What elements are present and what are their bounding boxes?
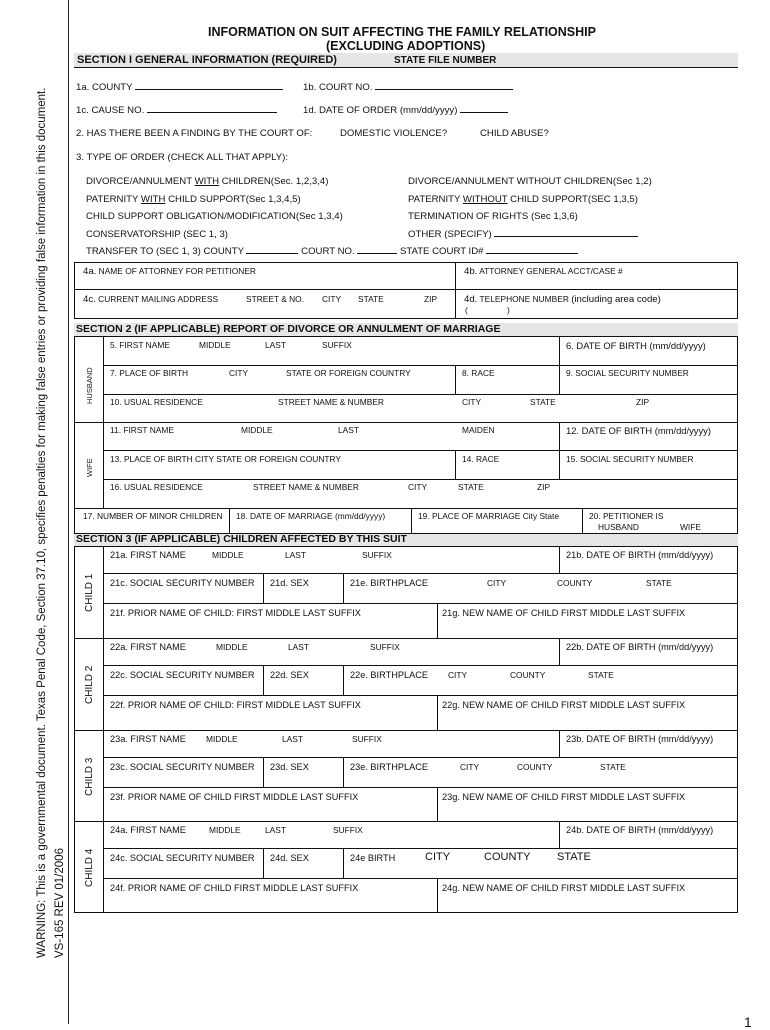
wife-birthplace-field[interactable]: 13. PLACE OF BIRTH CITY STATE OR FOREIGN COUNTRY [110,454,341,464]
child-2-birthplace-field[interactable]: 22e. BIRTHPLACE [350,670,428,680]
type-of-order-label: 3. TYPE OF ORDER (CHECK ALL THAT APPLY): [76,152,289,163]
telephone-field[interactable]: 4d. TELEPHONE NUMBER (including area code) [464,294,661,305]
child-1-birth-city-label: CITY [487,578,507,588]
child-2-ssn-field[interactable]: 22c. SOCIAL SECURITY NUMBER [110,670,255,680]
minor-children-field[interactable]: 17. NUMBER OF MINOR CHILDREN [83,511,223,521]
child-1-sex-field[interactable]: 21d. SEX [270,578,309,588]
husband-zip-label: ZIP [636,397,650,407]
wife-ssn-field[interactable]: 15. SOCIAL SECURITY NUMBER [566,454,694,464]
child-4-ssn-field[interactable]: 24c. SOCIAL SECURITY NUMBER [110,853,255,863]
child-3-birthplace-field[interactable]: 23e. BIRTHPLACE [350,762,428,772]
area-code-open: ( [465,305,468,315]
place-of-marriage-field[interactable]: 19. PLACE OF MARRIAGE City State [418,511,560,521]
husband-birth-city-label: CITY [229,368,249,378]
child-abuse-option[interactable]: CHILD ABUSE? [480,128,549,139]
child-2-last-label: LAST [288,642,309,652]
street-label: STREET & NO. [246,294,305,304]
child-1-first-name-field[interactable]: 21a. FIRST NAME [110,550,186,560]
child-4-birthplace-field[interactable]: 24e BIRTH [350,853,396,863]
husband-side-label: HUSBAND [85,367,94,404]
child-4-new-name-field[interactable]: 24g. NEW NAME OF CHILD FIRST MIDDLE LAST SUFFIX [442,883,686,893]
wife-middle-label: MIDDLE [241,425,273,435]
attorney-name-field[interactable]: 4a. NAME OF ATTORNEY FOR PETITIONER [83,266,256,277]
cause-no-field[interactable]: 1c. CAUSE NO. [76,105,277,116]
child-2-birth-city-label: CITY [448,670,468,680]
date-of-order-field[interactable]: 1d. DATE OF ORDER (mm/dd/yyyy) [303,105,508,116]
domestic-violence-option[interactable]: DOMESTIC VIOLENCE? [340,128,448,139]
child-3-ssn-field[interactable]: 23c. SOCIAL SECURITY NUMBER [110,762,255,772]
mailing-address-field[interactable]: 4c. CURRENT MAILING ADDRESS [83,294,219,305]
date-of-marriage-field[interactable]: 18. DATE OF MARRIAGE (mm/dd/yyyy) [236,511,386,521]
ag-case-field[interactable]: 4b. ATTORNEY GENERAL ACCT/CASE # [464,266,623,277]
husband-state-label: STATE [530,397,556,407]
child-1-ssn-field[interactable]: 21c. SOCIAL SECURITY NUMBER [110,578,255,588]
child-4-birth-county-label: COUNTY [484,851,531,863]
child-2-suffix-label: SUFFIX [370,642,400,652]
wife-side-label: WIFE [85,458,94,477]
petitioner-husband-option[interactable]: HUSBAND [598,522,639,532]
child-3-first-name-field[interactable]: 23a. FIRST NAME [110,734,186,744]
child-4-side-label: CHILD 4 [84,848,95,887]
wife-city-label: CITY [408,482,428,492]
option-paternity-without-support[interactable]: PATERNITY WITHOUT CHILD SUPPORT(SEC 1,3,5) [408,194,638,205]
option-paternity-with-support[interactable]: PATERNITY WITH CHILD SUPPORT(Sec 1,3,4,5) [86,194,301,205]
wife-dob-field[interactable]: 12. DATE OF BIRTH (mm/dd/yyyy) [566,425,711,436]
child-3-sex-field[interactable]: 23d. SEX [270,762,309,772]
wife-residence-field[interactable]: 16. USUAL RESIDENCE [110,482,203,492]
child-1-suffix-label: SUFFIX [362,550,392,560]
form-code: VS-165 REV 01/2006 [54,848,66,958]
child-2-middle-label: MIDDLE [216,642,248,652]
child-1-middle-label: MIDDLE [212,550,244,560]
child-3-birth-city-label: CITY [460,762,480,772]
husband-street-label: STREET NAME & NUMBER [278,397,384,407]
form-title: INFORMATION ON SUIT AFFECTING THE FAMILY RELATIONSHIP [208,25,596,39]
child-2-side-label: CHILD 2 [84,665,95,704]
child-2-dob-field[interactable]: 22b. DATE OF BIRTH (mm/dd/yyyy) [566,642,714,652]
husband-middle-label: MIDDLE [199,340,231,350]
child-4-last-label: LAST [265,825,286,835]
child-1-side-label: CHILD 1 [84,573,95,612]
court-no-field[interactable]: 1b. COURT NO. [303,82,513,93]
wife-street-label: STREET NAME & NUMBER [253,482,359,492]
city-label: CITY [322,294,342,304]
petitioner-is-label: 20. PETITIONER IS [589,511,664,521]
child-4-birth-state-label: STATE [557,851,591,863]
finding-question: 2. HAS THERE BEEN A FINDING BY THE COURT OF: [76,128,313,139]
child-1-birth-state-label: STATE [646,578,672,588]
county-field[interactable]: 1a. COUNTY [76,82,283,93]
wife-maiden-label: MAIDEN [462,425,495,435]
husband-first-name-field[interactable]: 5. FIRST NAME [110,340,170,350]
option-child-support[interactable]: CHILD SUPPORT OBLIGATION/MODIFICATION(Sec 1,3,4) [86,211,343,222]
child-1-last-label: LAST [285,550,306,560]
child-4-suffix-label: SUFFIX [333,825,363,835]
child-3-prior-name-field[interactable]: 23f. PRIOR NAME OF CHILD FIRST MIDDLE LAST SUFFIX [110,792,359,802]
option-conservatorship[interactable]: CONSERVATORSHIP (SEC 1, 3) [86,229,228,240]
page-number: 1 [744,1014,752,1030]
husband-dob-field[interactable]: 6. DATE OF BIRTH (mm/dd/yyyy) [566,340,706,351]
child-1-dob-field[interactable]: 21b. DATE OF BIRTH (mm/dd/yyyy) [566,550,714,560]
section1-heading: SECTION I GENERAL INFORMATION (REQUIRED) [77,54,337,66]
husband-last-label: LAST [265,340,286,350]
child-4-sex-field[interactable]: 24d. SEX [270,853,309,863]
child-1-new-name-field[interactable]: 21g. NEW NAME OF CHILD FIRST MIDDLE LAST SUFFIX [442,608,686,618]
option-other[interactable]: OTHER (SPECIFY) [408,229,638,240]
husband-city-label: CITY [462,397,482,407]
child-3-new-name-field[interactable]: 23g. NEW NAME OF CHILD FIRST MIDDLE LAST SUFFIX [442,792,686,802]
child-1-birth-county-label: COUNTY [557,578,593,588]
option-termination[interactable]: TERMINATION OF RIGHTS (Sec 1,3,6) [408,211,578,222]
form-subtitle: (EXCLUDING ADOPTIONS) [326,39,486,53]
child-4-prior-name-field[interactable]: 24f. PRIOR NAME OF CHILD FIRST MIDDLE LAST SUFFIX [110,883,359,893]
child-3-side-label: CHILD 3 [84,757,95,796]
option-divorce-without-children[interactable]: DIVORCE/ANNULMENT WITHOUT CHILDREN(Sec 1,2) [408,176,652,187]
child-2-first-name-field[interactable]: 22a. FIRST NAME [110,642,186,652]
wife-first-name-field[interactable]: 11. FIRST NAME [110,425,174,435]
child-3-birth-county-label: COUNTY [517,762,553,772]
child-2-birth-county-label: COUNTY [510,670,546,680]
wife-zip-label: ZIP [537,482,551,492]
child-2-prior-name-field[interactable]: 22f. PRIOR NAME OF CHILD: FIRST MIDDLE LAST SUFFIX [110,700,361,710]
option-divorce-with-children[interactable]: DIVORCE/ANNULMENT WITH CHILDREN(Sec. 1,2,3,4) [86,176,329,187]
child-3-dob-field[interactable]: 23b. DATE OF BIRTH (mm/dd/yyyy) [566,734,714,744]
petitioner-wife-option[interactable]: WIFE [680,522,701,532]
zip-label: ZIP [424,294,438,304]
wife-state-label: STATE [458,482,484,492]
child-4-first-name-field[interactable]: 24a. FIRST NAME [110,825,186,835]
husband-birthplace-field[interactable]: 7. PLACE OF BIRTH [110,368,189,378]
child-3-last-label: LAST [282,734,303,744]
child-1-prior-name-field[interactable]: 21f. PRIOR NAME OF CHILD: FIRST MIDDLE LAST SUFFIX [110,608,361,618]
section3-heading: SECTION 3 (IF APPLICABLE) CHILDREN AFFECTED BY THIS SUIT [76,533,407,545]
child-4-dob-field[interactable]: 24b. DATE OF BIRTH (mm/dd/yyyy) [566,825,714,835]
state-label: STATE [358,294,384,304]
wife-last-label: LAST [338,425,359,435]
section2-heading: SECTION 2 (IF APPLICABLE) REPORT OF DIVORCE OR ANNULMENT OF MARRIAGE [76,323,501,335]
husband-birth-state-label: STATE OR FOREIGN COUNTRY [286,368,411,378]
wife-race-field[interactable]: 14. RACE [462,454,500,464]
area-code-close: ) [507,305,510,315]
penal-warning: WARNING: This is a governmental document. Texas Penal Code, Section 37.10, specifies penalties for making false entries or providing false information in this document. [36,87,48,958]
husband-ssn-field[interactable]: 9. SOCIAL SECURITY NUMBER [566,368,689,378]
child-2-new-name-field[interactable]: 22g. NEW NAME OF CHILD FIRST MIDDLE LAST SUFFIX [442,700,686,710]
husband-residence-field[interactable]: 10. USUAL RESIDENCE [110,397,203,407]
child-3-middle-label: MIDDLE [206,734,238,744]
child-2-birth-state-label: STATE [588,670,614,680]
husband-suffix-label: SUFFIX [322,340,352,350]
option-transfer[interactable]: TRANSFER TO (SEC 1, 3) COUNTY COURT NO. STATE COURT ID# [86,246,578,257]
child-3-suffix-label: SUFFIX [352,734,382,744]
state-file-number-label: STATE FILE NUMBER [394,55,497,66]
husband-race-field[interactable]: 8. RACE [462,368,495,378]
child-4-birth-city-label: CITY [425,851,451,863]
child-4-middle-label: MIDDLE [209,825,241,835]
child-1-birthplace-field[interactable]: 21e. BIRTHPLACE [350,578,428,588]
child-2-sex-field[interactable]: 22d. SEX [270,670,309,680]
child-3-birth-state-label: STATE [600,762,626,772]
